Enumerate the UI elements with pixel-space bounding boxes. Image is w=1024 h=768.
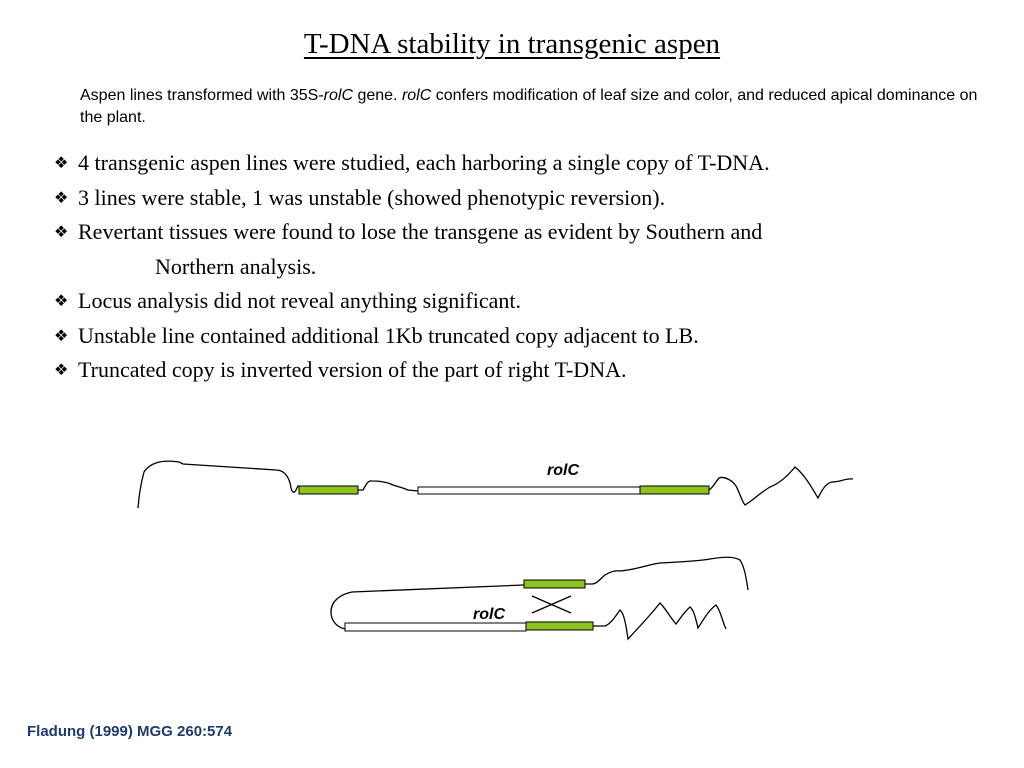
intro-gene-name-1: rolC bbox=[323, 87, 354, 104]
upper-genomic-line bbox=[585, 557, 748, 590]
upper-border-sequence bbox=[524, 580, 585, 588]
bullet-text: Revertant tissues were found to lose the transgene as evident by Southern and bbox=[78, 219, 763, 244]
diamond-bullet-icon: ❖ bbox=[54, 153, 69, 172]
intro-part-1: Aspen lines transformed with 35S- bbox=[80, 87, 324, 104]
slide-title: T-DNA stability in transgenic aspen bbox=[303, 28, 721, 60]
truncated-rolc-bar bbox=[345, 623, 526, 631]
intro-part-2: gene. bbox=[353, 87, 402, 104]
connecting-dna-line bbox=[358, 481, 418, 491]
tdna-construct-bottom bbox=[331, 557, 748, 639]
genomic-dna-right-line bbox=[709, 467, 853, 505]
diamond-bullet-icon: ❖ bbox=[54, 325, 69, 345]
diamond-bullet-icon: ❖ bbox=[54, 291, 69, 310]
diamond-bullet-icon: ❖ bbox=[54, 222, 69, 241]
intro-part-3: confers modification of leaf size and color, and reduced apical dominance on the plant. bbox=[80, 87, 978, 126]
right-border-sequence bbox=[640, 486, 709, 494]
bullet-text: 3 lines were stable, 1 was unstable (showed phenotypic reversion). bbox=[78, 184, 666, 210]
citation-reference: Fladung (1999) MGG 260:574 bbox=[27, 723, 233, 740]
rolc-gene-bar bbox=[418, 487, 640, 494]
bullet-text-continuation: Northern analysis. bbox=[155, 253, 317, 279]
lower-border-sequence bbox=[526, 622, 593, 630]
diamond-bullet-icon: ❖ bbox=[54, 360, 69, 379]
bullet-text: 4 transgenic aspen lines were studied, each harboring a single copy of T-DNA. bbox=[78, 150, 770, 175]
rolc-label-bottom: rolC bbox=[473, 606, 505, 623]
genomic-dna-left-line bbox=[138, 461, 300, 508]
bullet-text: Truncated copy is inverted version of the part of right T-DNA. bbox=[78, 357, 627, 382]
tdna-construct-top bbox=[138, 461, 853, 508]
intro-gene-name-2: rolC bbox=[401, 87, 432, 104]
rolc-label-top: rolC bbox=[547, 462, 579, 479]
bullet-text: Unstable line contained additional 1Kb truncated copy adjacent to LB. bbox=[78, 322, 699, 348]
left-border-sequence bbox=[299, 486, 358, 494]
diamond-bullet-icon: ❖ bbox=[54, 187, 69, 207]
bullet-text: Locus analysis did not reveal anything significant. bbox=[78, 288, 521, 313]
lower-genomic-line bbox=[593, 603, 726, 639]
